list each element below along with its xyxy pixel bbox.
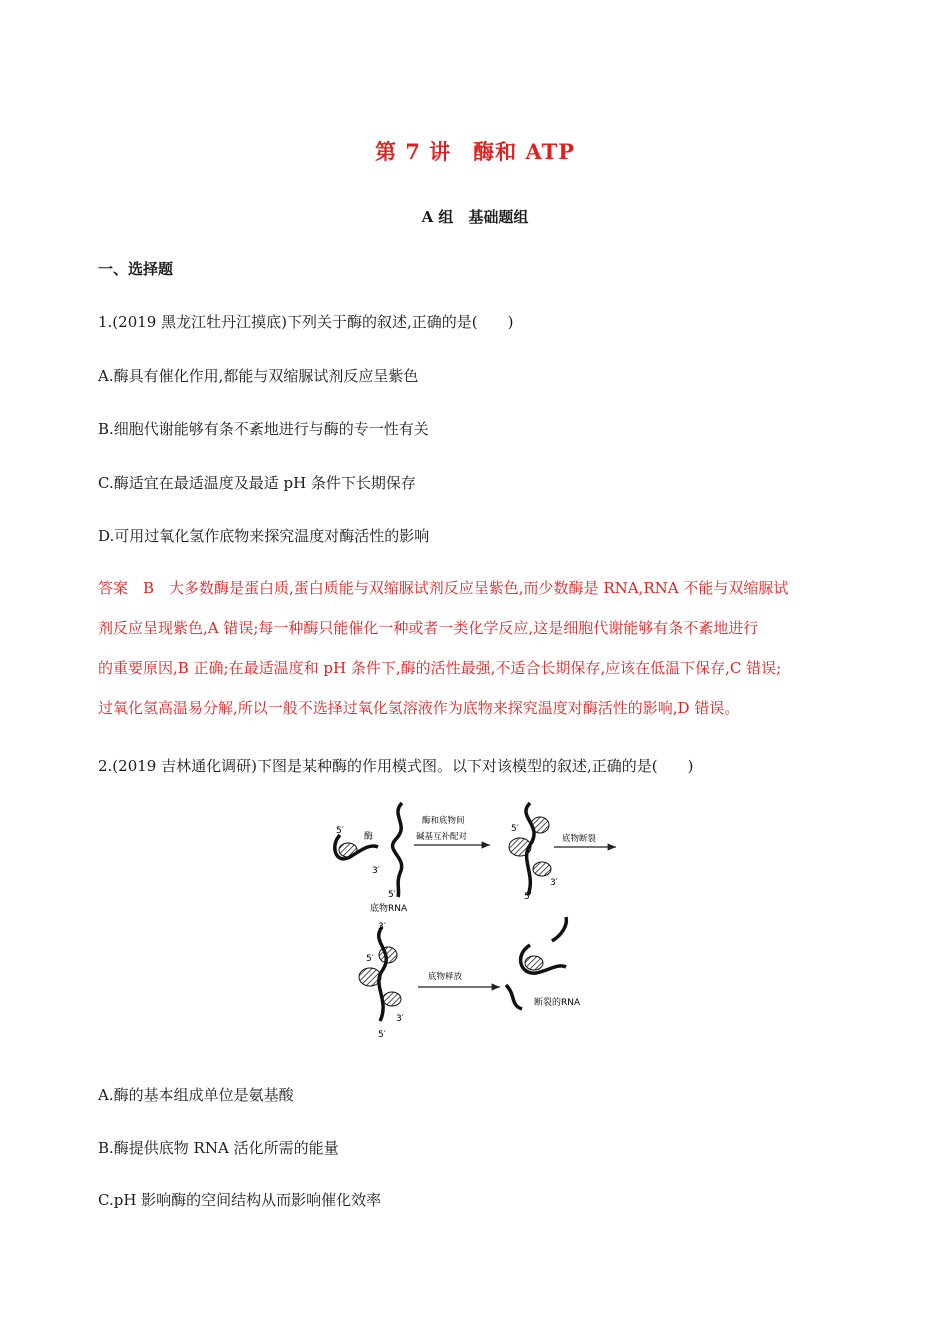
substrate-rna-strand	[393, 803, 402, 897]
hatched-region-bottom	[383, 992, 401, 1006]
label-5-prime: 5′	[366, 954, 374, 964]
question-1-option-d: D.可用过氧化氢作底物来探究温度对酶活性的影响	[98, 527, 430, 545]
label-5-prime: 5′	[388, 890, 396, 900]
label-3-prime: 3′	[378, 922, 386, 932]
label-3-prime: 3′	[396, 1014, 404, 1024]
answer-line: 剂反应呈现紫色,A 错误;每一种酶只能催化一种或者一类化学反应,这是细胞代谢能够有条不紊地进行	[98, 619, 759, 637]
label-3-prime: 3′	[372, 866, 380, 876]
question-2-option-c: C.pH 影响酶的空间结构从而影响催化效率	[98, 1191, 382, 1209]
label-cleavage: 底物断裂	[562, 834, 597, 844]
hatched-region-left	[509, 838, 531, 856]
answer-line: 答案 B 大多数酶是蛋白质,蛋白质能与双缩脲试剂反应呈紫色,而少数酶是 RNA,RNA 不能与双缩脲试	[98, 579, 789, 597]
label-enzyme: 酶	[364, 832, 374, 842]
question-2-option-b: B.酶提供底物 RNA 活化所需的能量	[98, 1139, 339, 1157]
lecture-title: 第 7 讲 酶和 ATP	[374, 139, 576, 164]
broken-rna-fragment-1	[552, 917, 566, 941]
released-enzyme-hatched	[525, 956, 543, 970]
label-5-prime: 5′	[378, 1030, 386, 1040]
enzyme-hatched-region	[339, 843, 357, 857]
panel-paired-complex	[509, 803, 558, 902]
broken-rna-fragment-2	[506, 985, 522, 1009]
question-1-option-a: A.酶具有催化作用,都能与双缩脲试剂反应呈紫色	[98, 367, 419, 385]
hatched-region-top	[379, 947, 397, 963]
ribozyme-diagram-svg	[330, 795, 630, 1045]
panel-enzyme-and-substrate	[335, 803, 408, 914]
label-broken-rna: 断裂的RNA	[534, 998, 581, 1008]
label-5-prime: 5′	[511, 824, 519, 834]
group-heading: A 组 基础题组	[421, 208, 529, 226]
ribozyme-diagram	[330, 795, 630, 1045]
label-5-prime: 5′	[524, 892, 532, 902]
hatched-region-left	[359, 968, 381, 986]
hatched-region-bottom	[533, 862, 551, 876]
label-3-prime: 3′	[550, 878, 558, 888]
label-pairing-line-2: 碱基互补配对	[416, 832, 468, 842]
label-5-prime: 5′	[336, 826, 344, 836]
question-1-option-c: C.酶适宜在最适温度及最适 pH 条件下长期保存	[98, 474, 416, 492]
section-heading: 一、选择题	[98, 260, 174, 278]
label-substrate-rna: 底物RNA	[370, 904, 408, 914]
question-1-stem: 1.(2019 黑龙江牡丹江摸底)下列关于酶的叙述,正确的是( )	[98, 313, 514, 331]
answer-line: 的重要原因,B 正确;在最适温度和 pH 条件下,酶的活性最强,不适合长期保存,应该在低温下保存,C 错误;	[98, 659, 782, 677]
hatched-region-top	[531, 817, 549, 833]
question-2-stem: 2.(2019 吉林通化调研)下图是某种酶的作用模式图。以下对该模型的叙述,正确的是( )	[98, 757, 694, 775]
answer-line: 过氧化氢高温易分解,所以一般不选择过氧化氢溶液作为底物来探究温度对酶活性的影响,D 错误。	[98, 699, 740, 717]
panel-released-products	[506, 917, 581, 1009]
panel-cleaved-complex	[359, 922, 404, 1040]
label-pairing-line-1: 酶和底物间	[422, 816, 465, 826]
question-2-option-a: A.酶的基本组成单位是氨基酸	[98, 1086, 294, 1104]
question-1-option-b: B.细胞代谢能够有条不紊地进行与酶的专一性有关	[98, 420, 429, 438]
question-1-answer	[98, 568, 858, 728]
label-release: 底物释放	[428, 972, 463, 982]
